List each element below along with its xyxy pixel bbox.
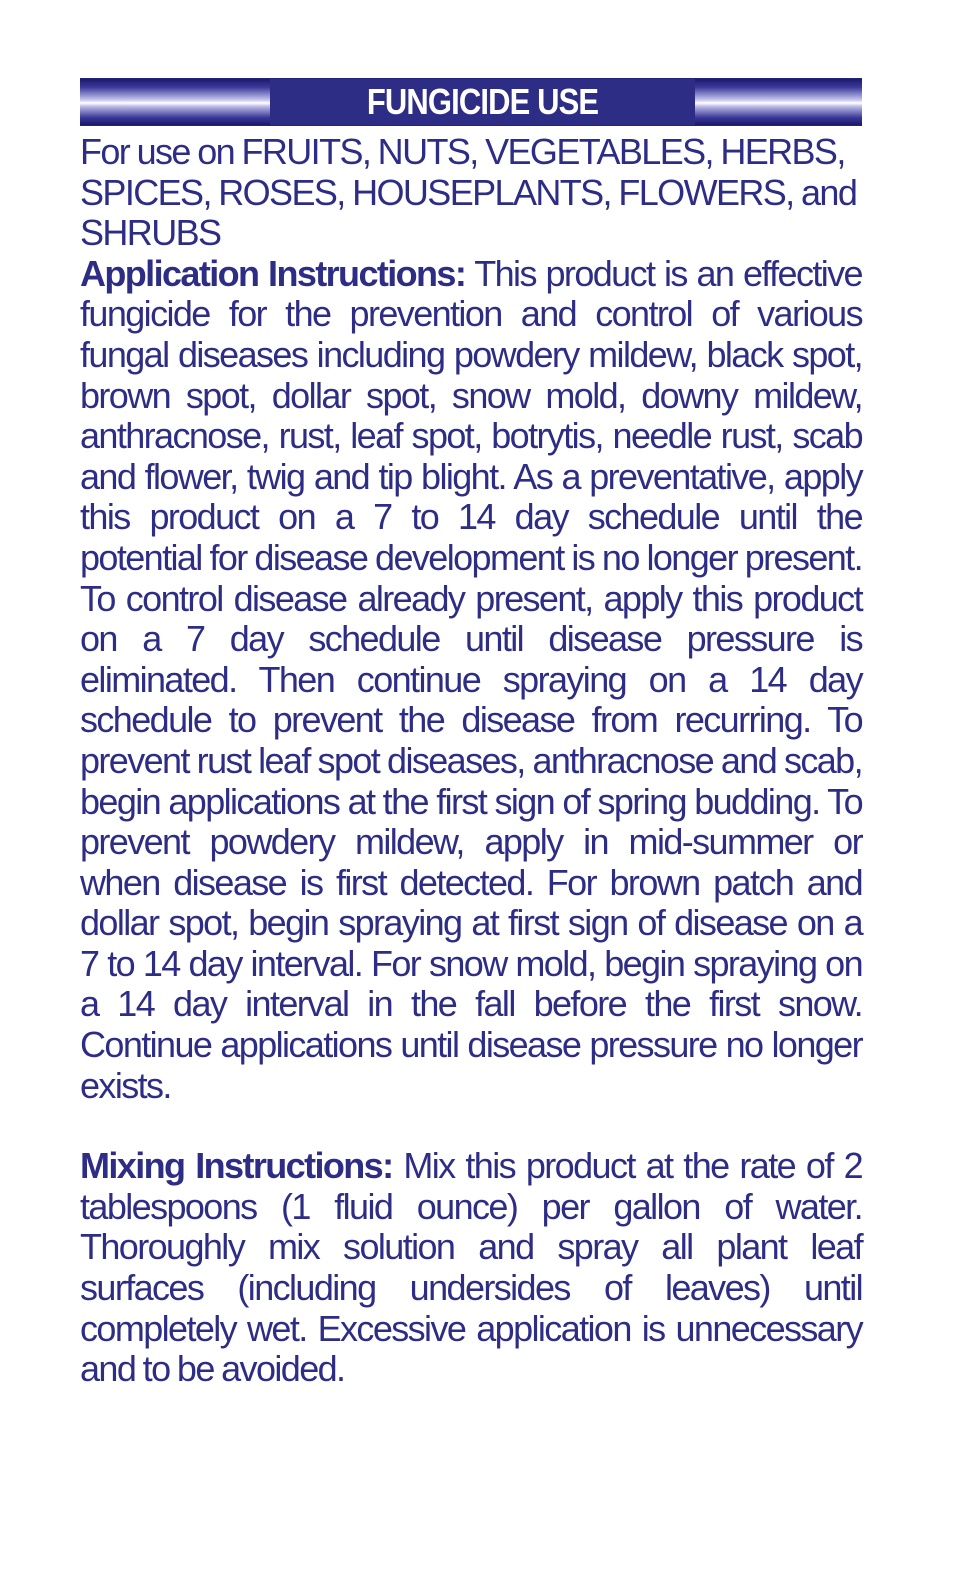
mixing-instructions-paragraph: [80, 1146, 862, 1390]
banner-title: FUNGICIDE USE: [366, 81, 599, 122]
uses-text: For use on FRUITS, NUTS, VEGETABLES, HERBS, SPICES, ROSES, HOUSEPLANTS, FLOWERS, and SHRUBS: [80, 131, 857, 254]
application-instructions-paragraph: [80, 254, 862, 1106]
mixing-instructions-body: Mix this product at the rate of 2 tablespoons (1 fluid ounce) per gallon of water. Thoroughly mix solution and spray all plant leaf surfaces (including undersides of leaves) until completely wet. Excessive application is unnecessary and to be avoided.: [80, 1145, 862, 1390]
section-banner: [80, 78, 862, 126]
banner-title-box: [270, 79, 695, 125]
uses-paragraph: [80, 132, 862, 254]
mixing-instructions-heading: Mixing Instructions:: [80, 1145, 393, 1187]
application-instructions-heading: Application Instructions:: [80, 252, 466, 294]
application-instructions-body: This product is an effective fungicide for the prevention and control of various fungal diseases including powdery mildew, black spot, brown spot, dollar spot, snow mold, downy mildew, anthracnose, rust, leaf spot, botrytis, needle rust, scab and flower, twig and tip blight. As a preventative, apply this product on a 7 to 14 day schedule until the potential for disease development is no longer present. To control disease already present, apply this product on a 7 day schedule until disease pressure is eliminated. Then continue spraying on a 14 day schedule to prevent the disease from recurring. To prevent rust leaf spot diseases, anthracnose and scab, begin applications at the first sign of spring budding. To prevent powdery mildew, apply in mid-summer or when disease is first detected. For brown patch and dollar spot, begin spraying at first sign of disease on a 7 to 14 day interval. For snow mold, begin spraying on a 14 day interval in the fall before the first snow. Continue applications until disease pressure no longer exists.: [80, 252, 862, 1106]
fungicide-use-label: [80, 78, 862, 1390]
